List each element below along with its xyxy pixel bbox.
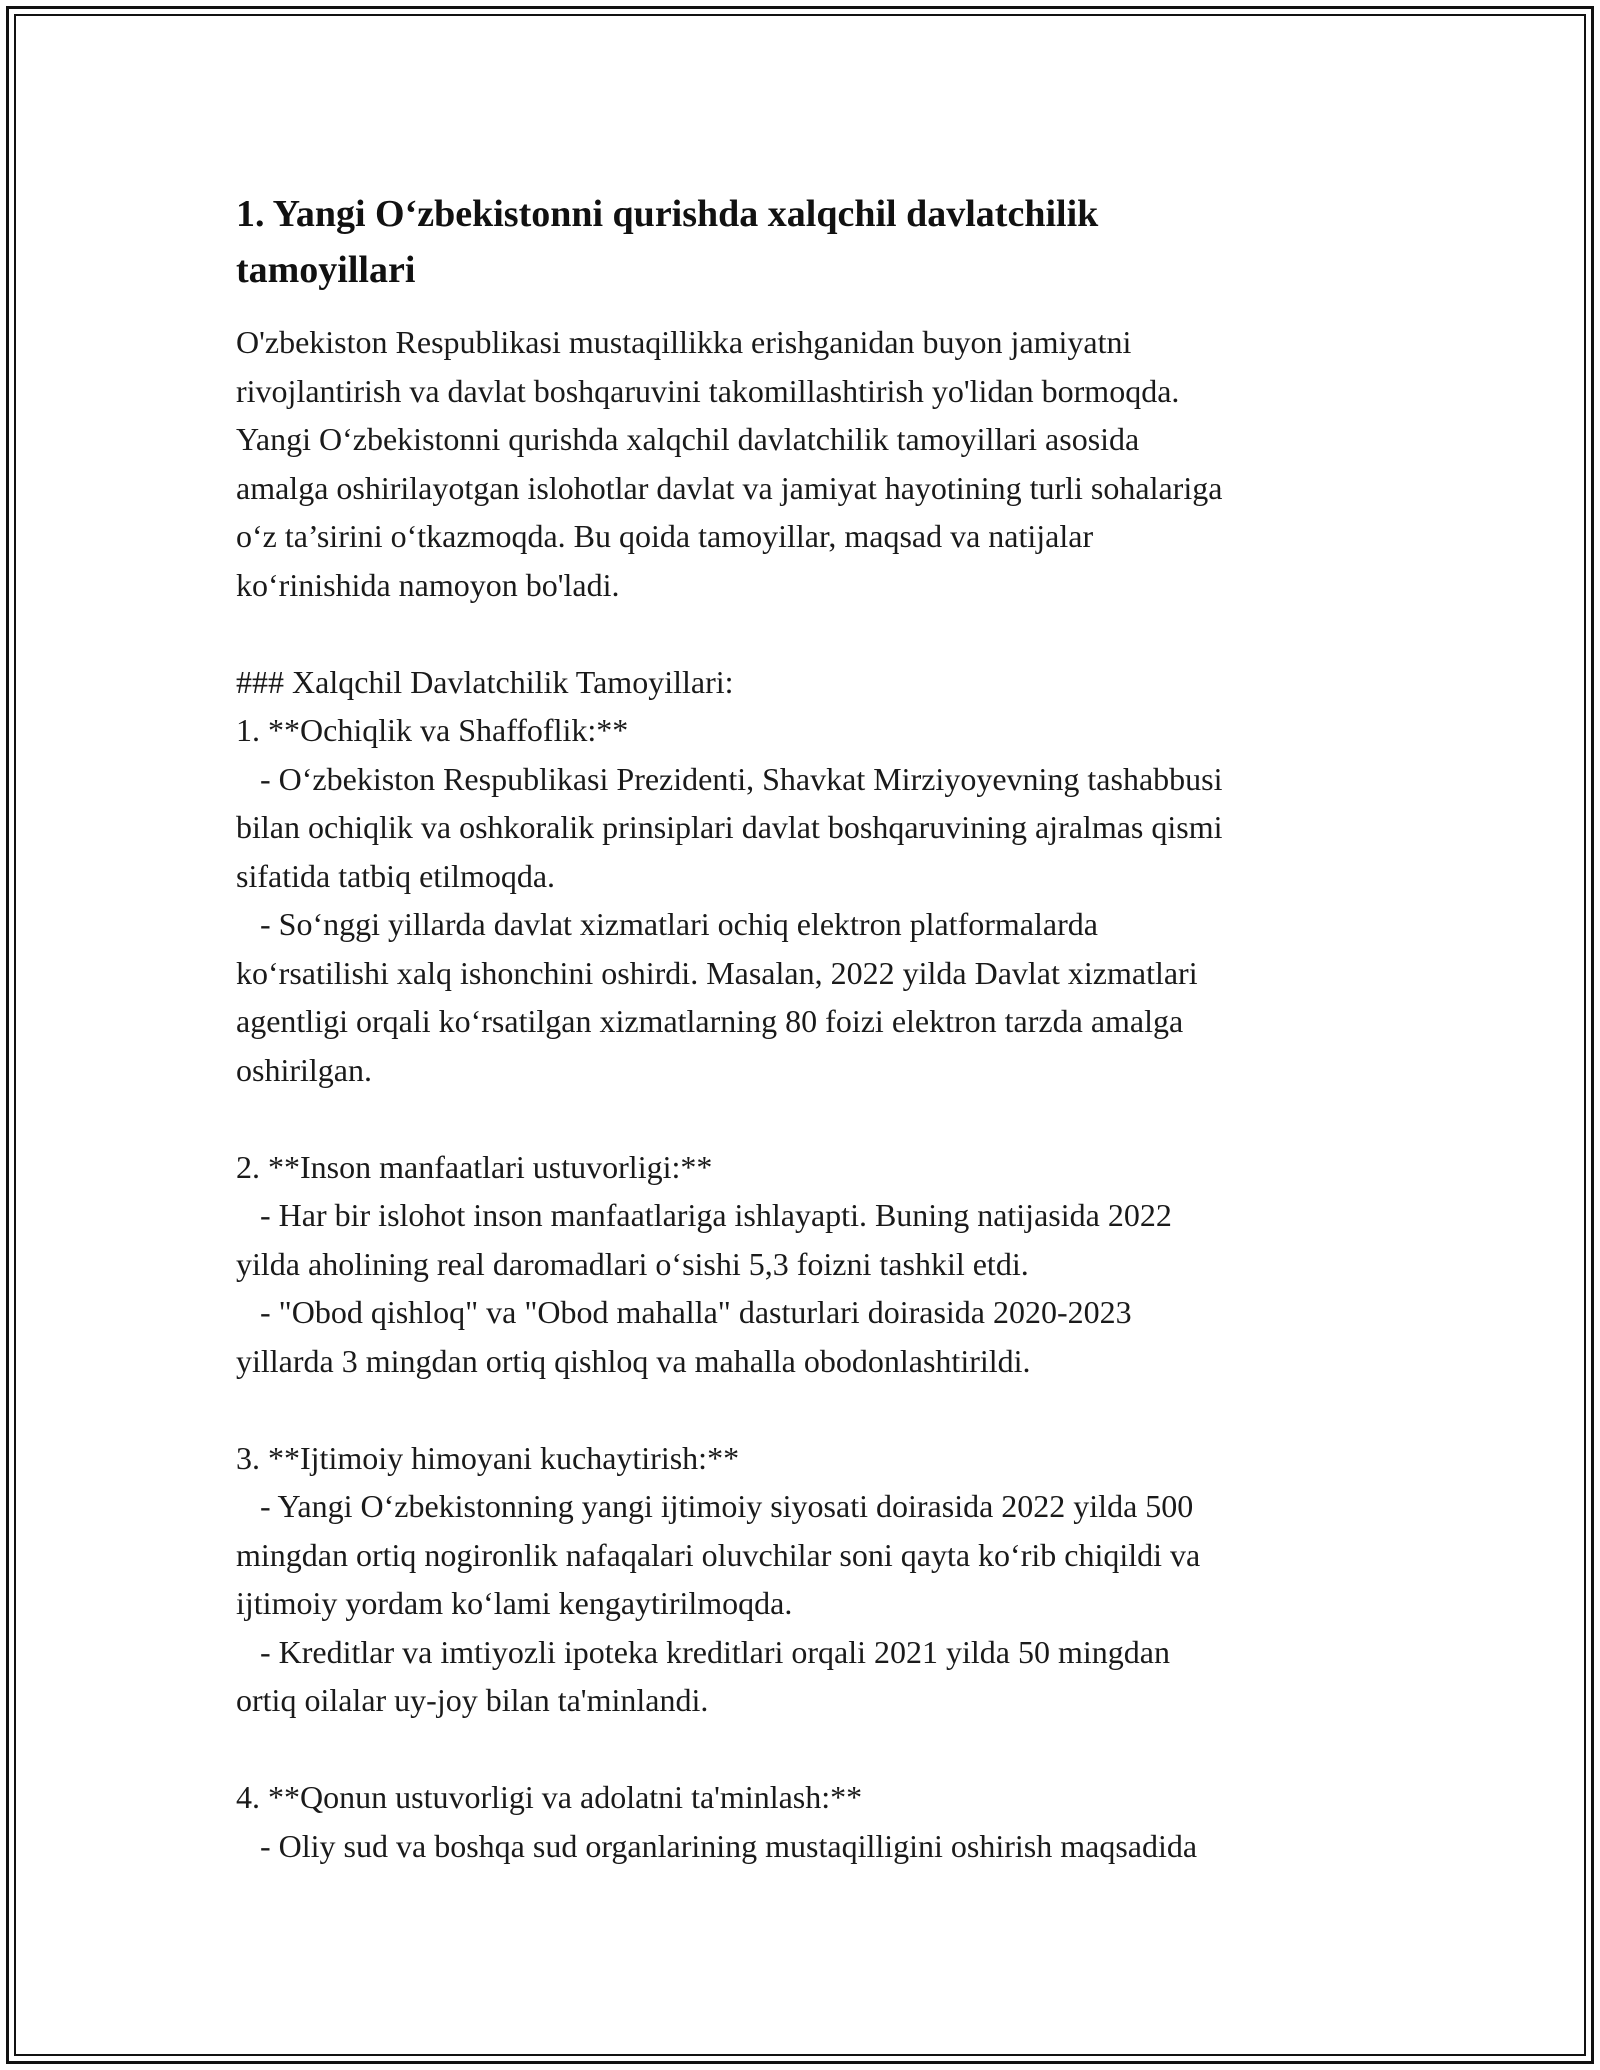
principle-line: ko‘rsatilishi xalq ishonchini oshirdi. Masalan, 2022 yilda Davlat xizmatlari	[236, 954, 1198, 991]
blank-line	[236, 1094, 1386, 1143]
principle-line: agentligi orqali ko‘rsatilgan xizmatlarning 80 foizi elektron tarzda amalga	[236, 1003, 1184, 1039]
principle-line: - Oliy sud va boshqa sud organlarining mustaqilligini oshirish maqsadida	[236, 1827, 1198, 1864]
text-line: o‘z ta’sirini o‘tkazmoqda. Bu qoida tamoyillar, maqsad va natijalar	[236, 518, 1094, 554]
text-line: ko‘rinishida namoyon bo'ladi.	[236, 566, 620, 603]
blank-line	[236, 1385, 1386, 1434]
principle-title: 3. **Ijtimoiy himoyani kuchaytirish:**	[236, 1439, 740, 1476]
principle-line: ortiq oilalar uy-joy bilan ta'minlandi.	[236, 1682, 709, 1718]
principle-line: - So‘nggi yillarda davlat xizmatlari ochiq elektron platformalarda	[236, 906, 1098, 942]
principle-line: sifatida tatbiq etilmoqda.	[236, 857, 556, 894]
blank-line	[236, 1725, 1386, 1774]
principle-title: 1. **Ochiqlik va Shaffoflik:**	[236, 712, 629, 748]
principle-line: ijtimoiy yordam ko‘lami kengaytirilmoqda.	[236, 1585, 793, 1621]
text-line: Yangi O‘zbekistonni qurishda xalqchil davlatchilik tamoyillari asosida	[236, 421, 1140, 457]
text-line: amalga oshirilayotgan islohotlar davlat va jamiyat hayotining turli sohalariga	[236, 469, 1223, 506]
principle-line: - "Obod qishloq" va "Obod mahalla" dasturlari doirasida 2020-2023	[236, 1294, 1132, 1330]
document-heading	[236, 186, 1386, 298]
heading-line: tamoyillari	[236, 249, 416, 291]
principle-line: - Kreditlar va imtiyozli ipoteka kreditlari orqali 2021 yilda 50 mingdan	[236, 1633, 1170, 1670]
principle-title: 2. **Inson manfaatlari ustuvorligi:**	[236, 1148, 713, 1185]
principle-line: - Yangi O‘zbekistonning yangi ijtimoiy siyosati doirasida 2022 yilda 500	[236, 1488, 1194, 1524]
principle-line: - Har bir islohot inson manfaatlariga ishlayapti. Buning natijasida 2022	[236, 1197, 1172, 1233]
principle-line: oshirilgan.	[236, 1051, 372, 1088]
text-line: rivojlantirish va davlat boshqaruvini takomillashtirish yo'lidan bormoqda.	[236, 372, 1180, 409]
section-title: ### Xalqchil Davlatchilik Tamoyillari:	[236, 663, 734, 700]
principle-title: 4. **Qonun ustuvorligi va adolatni ta'minlash:**	[236, 1779, 863, 1815]
principle-line: yilda aholining real daromadlari o‘sishi 5,3 foizni tashkil etdi.	[236, 1245, 1029, 1282]
principle-line: yillarda 3 mingdan ortiq qishloq va mahalla obodonlashtirildi.	[236, 1342, 1031, 1379]
heading-line: 1. Yangi O‘zbekistonni qurishda xalqchil davlatchilik	[236, 193, 1099, 235]
document-body	[236, 186, 1386, 1870]
text-line: O'zbekiston Respublikasi mustaqillikka erishganidan buyon jamiyatni	[236, 324, 1132, 360]
blank-line	[236, 609, 1386, 658]
principle-line: mingdan ortiq nogironlik nafaqalari oluvchilar soni qayta ko‘rib chiqildi va	[236, 1536, 1201, 1573]
principle-line: bilan ochiqlik va oshkoralik prinsiplari davlat boshqaruvining ajralmas qismi	[236, 809, 1223, 845]
principle-line: - O‘zbekiston Respublikasi Prezidenti, Shavkat Mirziyoyevning tashabbusi	[236, 760, 1223, 797]
intro-paragraph	[236, 318, 1386, 1870]
